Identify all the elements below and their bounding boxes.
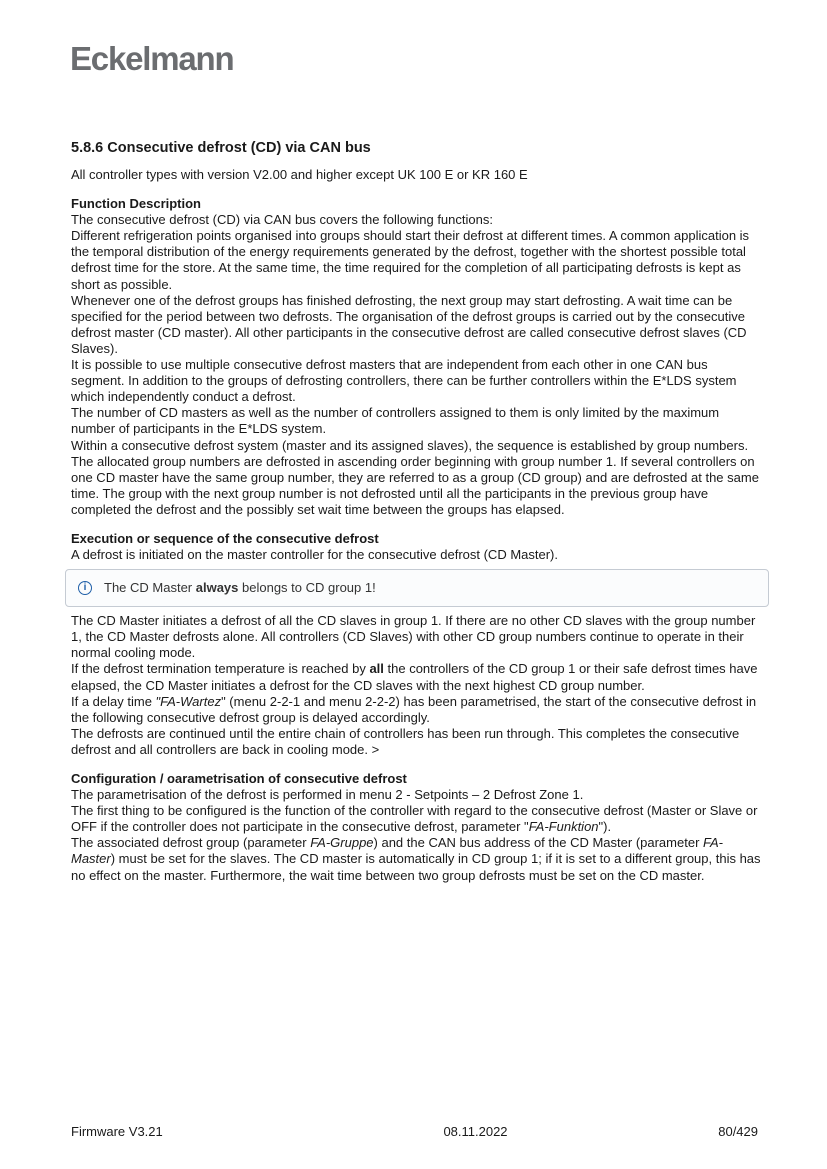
- paragraph: The first thing to be configured is the function of the controller with regard to the consecutive defrost (Master or Slave or OFF if the controller does not participate in the consecutive defrost, parameter "FA-Funktion").: [71, 803, 758, 835]
- page-footer: [71, 1124, 758, 1139]
- paragraph: The defrosts are continued until the entire chain of controllers has been run through. This completes the consecutive defrost and all controllers are back in cooling mode. >: [71, 725, 740, 757]
- paragraph: If the defrost termination temperature is reached by all the controllers of the CD group 1 or their safe defrost times have elapsed, the CD Master initiates a defrost for the CD slaves with the next highest CD group number.: [71, 661, 758, 693]
- paragraph: A defrost is initiated on the master controller for the consecutive defrost (CD Master).: [71, 547, 558, 563]
- paragraph: The number of CD masters as well as the number of controllers assigned to them is only limited by the maximum number of participants in the E*LDS system.: [71, 405, 720, 437]
- paragraph: Within a consecutive defrost system (master and its assigned slaves), the sequence is established by group numbers. The allocated group numbers are defrosted in ascending order beginning with group number 1. If several controllers on one CD master have the same group number, they are referred to as a group (CD group) and are defrosted at the same time. The group with the next group number is not defrosted until all the participants in the previous group have completed the defrost and the possibly set wait time between the groups has elapsed.: [71, 437, 759, 517]
- paragraph: The consecutive defrost (CD) via CAN bus covers the following functions:: [71, 212, 493, 228]
- configuration-title: Configuration / oarametrisation of consecutive defrost: [71, 771, 407, 786]
- paragraph: The parametrisation of the defrost is performed in menu 2 - Setpoints – 2 Defrost Zone 1.: [71, 787, 584, 803]
- paragraph: The CD Master initiates a defrost of all the CD slaves in group 1. If there are no other CD slaves with the group number 1, the CD Master defrosts alone. All controllers (CD Slaves) with other CD group numbers continue to operate in their normal cooling mode.: [71, 613, 756, 661]
- paragraph: Different refrigeration points organised into groups should start their defrost at different times. A common application is the temporal distribution of the energy requirements generated by the defrost, together with the shortest possible total defrost time for the store. At the same time, the time required for the completion of all participating defrosts is kept as short as possible.: [71, 228, 750, 292]
- intro-text: All controller types with version V2.00 and higher except UK 100 E or KR 160 E: [71, 167, 528, 182]
- paragraph: It is possible to use multiple consecutive defrost masters that are independent from each other in one CAN bus segment. In addition to the groups of defrosting controllers, there can be further controllers within the E*LDS system which independently conduct a defrost.: [71, 357, 737, 405]
- paragraph: The associated defrost group (parameter FA-Gruppe) and the CAN bus address of the CD Master (parameter FA-Master) must be set for the slaves. The CD master is automatically in CD group 1; if it is set to a different group, this has no effect on the master. Furthermore, the wait time between two group defrosts must be set on the CD master.: [71, 835, 761, 883]
- info-note: [65, 569, 769, 607]
- eckelmann-logo: Eckelmann: [70, 40, 234, 77]
- info-icon: i: [78, 581, 92, 595]
- firmware-version: Firmware V3.21: [71, 1124, 163, 1139]
- execution-title: Execution or sequence of the consecutive defrost: [71, 530, 379, 546]
- note-text: The CD Master always belongs to CD group 1!: [104, 580, 376, 596]
- paragraph: Whenever one of the defrost groups has finished defrosting, the next group may start defrosting. A wait time can be specified for the period between two defrosts. The organisation of the defrost groups is carried out by the consecutive defrost master (CD master). All other participants in the consecutive defrost are called consecutive defrost slaves (CD Slaves).: [71, 292, 747, 356]
- function-description-title: Function Description: [71, 196, 201, 212]
- page-number: 80/429: [718, 1124, 758, 1139]
- document-body: [71, 138, 763, 884]
- section-heading: 5.8.6 Consecutive defrost (CD) via CAN bus: [71, 140, 371, 156]
- paragraph: If a delay time "FA-Wartez" (menu 2-2-1 and menu 2-2-2) has been parametrised, the start of the consecutive defrost in the following consecutive defrost group is delayed accordingly.: [71, 693, 757, 725]
- footer-date: 08.11.2022: [443, 1124, 508, 1139]
